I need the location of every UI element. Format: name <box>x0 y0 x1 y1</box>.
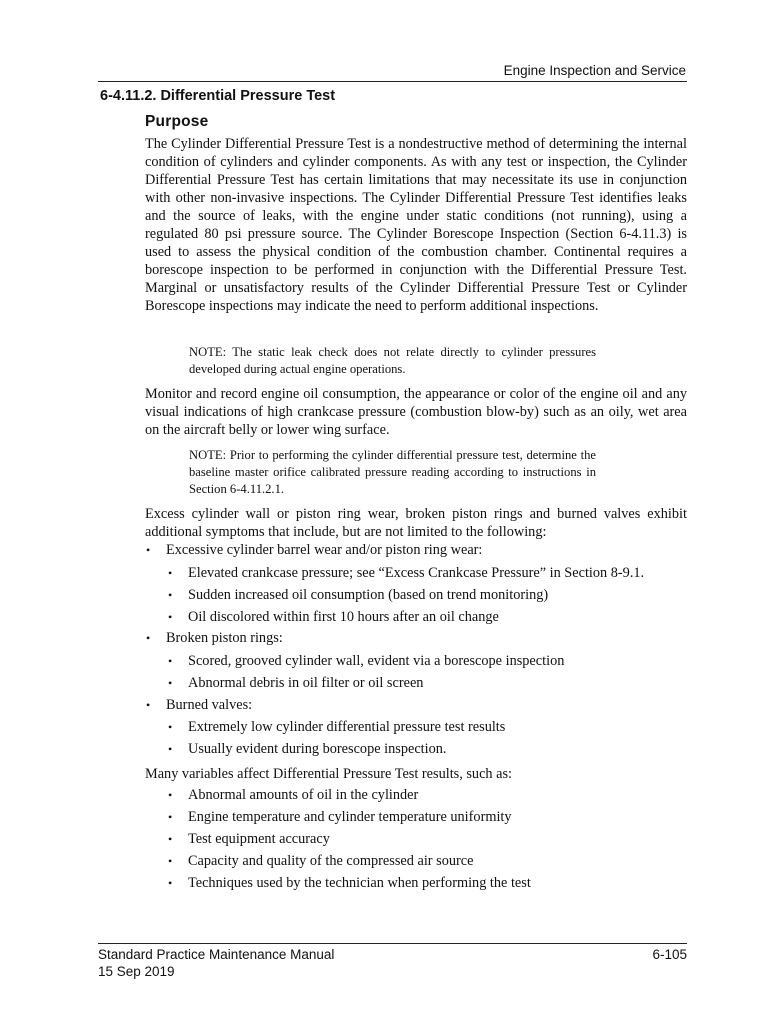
purpose-heading: Purpose <box>145 113 209 130</box>
list-item: • Oil discolored within first 10 hours after an oil change <box>168 606 644 628</box>
bullet-icon: • <box>168 742 173 756</box>
list-item: • Usually evident during borescope inspection. <box>168 738 505 760</box>
symptom-group-broken-rings <box>146 627 283 649</box>
list-item: • Test equipment accuracy <box>168 828 531 850</box>
bullet-icon: • <box>168 810 173 824</box>
list-item: • Abnormal amounts of oil in the cylinder <box>168 784 531 806</box>
bullet-icon: • <box>168 676 173 690</box>
bullet-icon: • <box>168 720 173 734</box>
oil-consumption-paragraph: Monitor and record engine oil consumption, the appearance or color of the engine oil and any visual indications of high crankcase pressure (combustion blow-by) such as an oily, wet area on the aircraft belly or lower wing surface. <box>145 386 687 438</box>
list-item: • Abnormal debris in oil filter or oil screen <box>168 672 564 694</box>
page-number: 6-105 <box>652 947 687 962</box>
manual-title: Standard Practice Maintenance Manual <box>98 947 335 962</box>
bullet-icon: • <box>168 654 173 668</box>
list-item: • Engine temperature and cylinder temperature uniformity <box>168 806 531 828</box>
bullet-icon: • <box>146 543 151 557</box>
revision-date: 15 Sep 2019 <box>98 964 175 979</box>
bullet-icon: • <box>168 588 173 602</box>
list-item: • Sudden increased oil consumption (based on trend monitoring) <box>168 584 644 606</box>
variables-intro-paragraph: Many variables affect Differential Pressure Test results, such as: <box>145 766 513 782</box>
section-title: 6-4.11.2. Differential Pressure Test <box>100 88 336 104</box>
bullet-icon: • <box>168 566 173 580</box>
bullet-icon: • <box>168 610 173 624</box>
static-leak-note: NOTE: The static leak check does not relate directly to cylinder pressures developed during actual engine operations. <box>189 345 596 376</box>
list-item: • Broken piston rings: <box>146 627 283 649</box>
list-item: • Scored, grooved cylinder wall, evident via a borescope inspection <box>168 650 564 672</box>
broken-rings-sublist <box>168 650 564 694</box>
bullet-icon: • <box>168 788 173 802</box>
list-item: • Extremely low cylinder differential pressure test results <box>168 716 505 738</box>
purpose-paragraph: The Cylinder Differential Pressure Test is a nondestructive method of determining the internal condition of cylinders and cylinder components. As with any test or inspection, the Cylinder Differential Pressure Test has certain limitations that may necessitate its use in conjunction with other non-invasive inspections. The Cylinder Differential Pressure Test identifies leaks and the source of leaks, with the engine under static conditions (not running), using a regulated 80 psi pressure source. The Cylinder Borescope Inspection (Section 6-4.11.3) is used to assess the physical condition of the combustion chamber. Continental requires a borescope inspection to be performed in conjunction with the Differential Pressure Test. Marginal or unsatisfactory results of the Cylinder Differential Pressure Test or Cylinder Borescope inspections may indicate the need to perform additional inspections. <box>145 136 687 314</box>
footer-left <box>98 946 334 980</box>
list-item: • Capacity and quality of the compressed air source <box>168 850 531 872</box>
list-item: • Excessive cylinder barrel wear and/or piston ring wear: <box>146 539 482 561</box>
footer-divider <box>98 943 687 944</box>
bullet-icon: • <box>168 854 173 868</box>
symptoms-intro-paragraph: Excess cylinder wall or piston ring wear, broken piston rings and burned valves exhibit additional symptoms that include, but are not limited to the following: <box>145 506 687 540</box>
barrel-wear-sublist <box>168 562 644 628</box>
running-header-title: Engine Inspection and Service <box>503 63 686 78</box>
list-item: • Burned valves: <box>146 694 252 716</box>
symptom-group-barrel-wear <box>146 539 482 561</box>
bullet-icon: • <box>146 631 151 645</box>
baseline-orifice-note: NOTE: Prior to performing the cylinder differential pressure test, determine the baseline master orifice calibrated pressure reading according to instructions in Section 6-4.11.2.1. <box>189 448 596 496</box>
bullet-icon: • <box>168 832 173 846</box>
symptom-group-burned-valves <box>146 694 252 716</box>
list-item: • Techniques used by the technician when performing the test <box>168 872 531 894</box>
list-item: • Elevated crankcase pressure; see “Excess Crankcase Pressure” in Section 8-9.1. <box>168 562 644 584</box>
burned-valves-sublist <box>168 716 505 760</box>
header-divider <box>98 81 687 82</box>
variables-list <box>168 784 531 894</box>
bullet-icon: • <box>168 876 173 890</box>
bullet-icon: • <box>146 698 151 712</box>
